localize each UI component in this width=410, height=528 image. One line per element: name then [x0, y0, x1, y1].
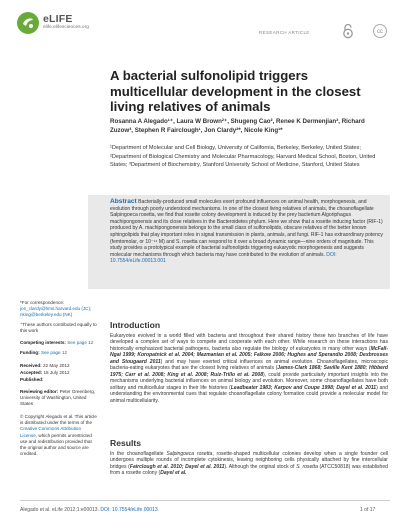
correspondence-emails[interactable]: jon_clardy@hms.harvard.edu (JC); nking@berkeley.edu (NK): [20, 306, 92, 318]
introduction-heading: Introduction: [110, 320, 161, 330]
intro-text-1: Eukaryotes evolved in a world filled with bacteria and throughout their shared history these two branches of life have developed a complex set of ways to compete and cooperate with each other. While research on these interactions has historically emphasized bacterial pathogens, bacteria also regulate the biology of eukaryotes in many other ways (: [110, 333, 388, 352]
results-text: [110, 451, 388, 477]
competing-link[interactable]: See page 12: [67, 340, 94, 345]
reviewing-editor: [20, 389, 98, 408]
funding: [20, 350, 98, 356]
open-access-icon[interactable]: [341, 23, 355, 39]
footer-citation-text: Alegado et al. eLife 2012;1:e00013.: [20, 507, 101, 513]
equal-contribution-note: ⁺These authors contributed equally to this work: [20, 322, 97, 334]
copyright-lead: © Copyright Alegado et al. This article is distributed under the terms of the: [20, 414, 97, 426]
intro-text-4: ) and understanding the environmental cues that regulate choanoflagellate colony formation could provide a molecular model for animal multicellularity.: [110, 384, 388, 404]
intro-text-3: ), could provide particularly important insights into the mechanisms underlying bacterial influences on animal biology and evolution. Moreover, some choanoflagellates have both solitary and multicellular stages in their life histories (: [110, 371, 388, 391]
reviewing-editor-name: Peter Greenberg, University of Washington, United States: [20, 389, 96, 407]
reviewing-label: Reviewing editor:: [20, 389, 59, 394]
published-label: Published:: [20, 377, 44, 382]
author-list: Rosanna A Alegado¹⁺, Laura W Brown²⁺, Shugeng Cao², Renee K Dermenjian², Richard Zuzow³, Stephen R Fairclough¹, Jon Clardy²*, Nicole King¹*: [110, 118, 365, 134]
footer-doi-link[interactable]: DOI: 10.7554/eLife.00013: [100, 507, 158, 513]
introduction-text: [110, 333, 388, 404]
competing-label: Competing interests:: [20, 340, 66, 345]
results-text-3: ). Although the original stock of: [224, 463, 297, 470]
received-label: Received:: [20, 363, 42, 368]
accepted: [20, 370, 98, 376]
results-text-4: (ATCC50818) was established from a rosette colony (: [110, 463, 388, 477]
intro-citation-1[interactable]: McFall-Ngai 1999; Koropatnick et al. 2004; Mazmanian et al. 2005; Falkow 2006; Hughes and Sperandio 2008; Dexbrosses and Stougaard 2011: [110, 345, 388, 365]
footer-divider: [20, 500, 390, 501]
received-date: 22 May 2012: [43, 363, 70, 368]
results-citation-2[interactable]: Dayel et al.: [160, 470, 187, 477]
affiliations: ¹Department of Molecular and Cell Biology, University of California, Berkeley, Berkeley, United States; ²Department of Biological Chemistry and Molecular Pharmacology, Harvard Medical School, Boston, United States; ³Department of Biochemistry, Stanford University School of Medicine, Stanford, United States: [110, 145, 376, 169]
page-number: 1 of 17: [360, 507, 376, 513]
accepted-date: 18 July 2012: [43, 370, 70, 375]
copyright-notice: [20, 414, 98, 457]
abstract-heading: Abstract: [110, 198, 137, 205]
elife-logo-icon: [16, 11, 40, 35]
copyright-tail: , which permits unrestricted use and redistribution provided that the original author and source are credited.: [20, 432, 92, 457]
footer-citation: [20, 507, 158, 513]
results-heading: Results: [110, 438, 142, 448]
intro-citation-2[interactable]: James-Clark 1868; Saville Kent 1880; Hibberd 1975; Carr et al. 2008; King et al. 2008; Ruiz-Trillo et al. 2008: [110, 365, 389, 378]
results-citation-1[interactable]: Fairclough et al. 2010; Dayel et al. 2011: [129, 463, 225, 470]
funding-link[interactable]: See page 12: [40, 350, 67, 355]
cc-license-link[interactable]: Creative Commons Attribution License: [20, 426, 82, 438]
received: [20, 363, 98, 369]
creative-commons-icon[interactable]: cc: [373, 24, 387, 38]
results-species-2: S. rosetta: [296, 463, 318, 470]
abstract: [110, 199, 386, 265]
article-type-label: RESEARCH ARTICLE: [259, 30, 310, 35]
results-text-1: In the choanoflagellate: [110, 451, 167, 457]
results-text-2: , rosette-shaped multicellular colonies develop when a single founder cell undergoes multiple rounds of incomplete cytokinesis, leaving neighboring cells physically attached by fine intercellular bridges (: [110, 451, 388, 470]
article-title: A bacterial sulfonolipid triggers multicellular development in the closest living relatives of animals: [110, 68, 361, 114]
journal-url[interactable]: elife.elifesciences.org: [43, 25, 89, 30]
abstract-text: Bacterially-produced small molecules exert profound influences on animal health, morphogenesis, and evolution through poorly understood mechanisms. In one of the closest living relatives of animals, the choanoflagellate Salpingoeca rosetta, we find that rosette colony development is induced by the prey bacterium Algoriphagus machipongonensis and its close relatives in the Bacteroidetes phylum. Here we show that a rosette inducing factor (RIF-1) produced by A. machipongonensis belongs to the small class of sulfonolipids, obscure relatives of the better known sphingolipids that play important roles in signal transmission in plants, animals, and fungi. RIF-1 has extraordinary potency (femtomolar, or 10⁻¹⁴ M) and S. rosetta can respond to it over a broad dynamic range—nine orders of magnitude. This study provides a prototypical example of bacterial sulfonolipids triggering eukaryotic morphogenesis and suggests molecular mechanisms through which bacteria may have contributed to the evolution of animals.: [110, 199, 383, 258]
intro-text-2: ) and may have exerted critical influences on animal evolution. Choanoflagellates, microscopic bacteria-eating eukaryotes that are the closest living relatives of animals (: [110, 358, 388, 372]
abstract-doi-link[interactable]: DOI: 10.7554/eLife.00013.001: [110, 251, 337, 265]
correspondence-label: *For correspondence:: [20, 300, 65, 305]
competing-interests: [20, 340, 98, 346]
results-species: Salpingoeca rosetta: [166, 451, 213, 457]
correspondence: [20, 300, 98, 319]
journal-name: eLIFE: [43, 13, 73, 25]
intro-citation-3[interactable]: Leadbeater 1983; Karpov and Coupe 1998; Dayel et al. 2011: [230, 384, 377, 391]
accepted-label: Accepted:: [20, 370, 43, 375]
funding-label: Funding:: [20, 350, 40, 355]
published: [20, 377, 98, 383]
